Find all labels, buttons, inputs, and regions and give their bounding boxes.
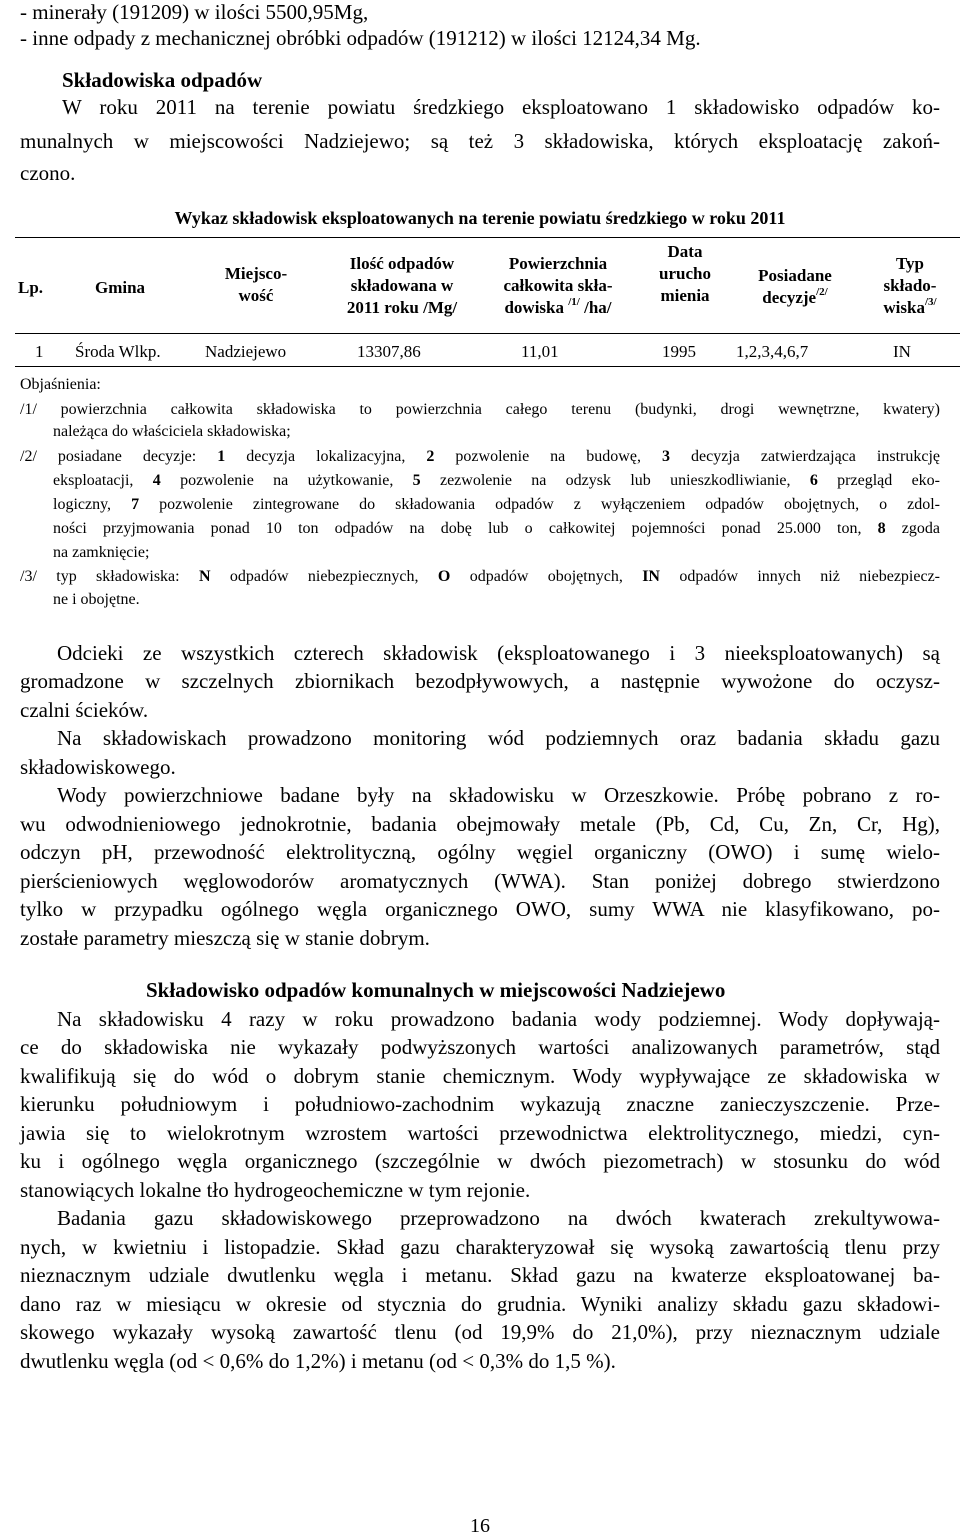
paragraph-line: stanowiących lokalne tło hydrogeochemiczne w tym rejonie. [20, 1178, 531, 1202]
cell-data: 1995 [662, 342, 696, 361]
table-rule-header [15, 333, 960, 334]
note-key: 7 [131, 496, 140, 513]
footnote-ref: /1/ [568, 296, 580, 308]
note-key: 3 [661, 448, 670, 465]
paragraph-line: dano raz w miesiącu w okresie od stycznia do grudnia. Wyniki analizy składu gazu składowi- [20, 1292, 940, 1316]
intro-line-1: - minerały (191209) w ilości 5500,95Mg, [20, 0, 369, 24]
paragraph-line: skowego wykazały wysoką zawartość tlenu (od 19,9% do 21,0%), przy nieznacznym udziale [20, 1320, 940, 1344]
note-text: przegląd eko- [817, 472, 940, 489]
section-heading-skladowiska: Składowiska odpadów [62, 68, 263, 92]
note-text: pozwolenie na użytkowanie, [160, 472, 413, 489]
footnote-ref: /3/ [924, 296, 937, 308]
header-text: /ha/ [584, 298, 612, 317]
paragraph-line: kwalifikują się do wód o dobrym stanie chemicznym. Wody wypływające ze składowiska w [20, 1064, 940, 1088]
col-header-data [645, 241, 725, 307]
note-text: decyzja zatwierdzająca instrukcję [669, 448, 941, 465]
header-text [865, 297, 955, 319]
paragraph-line: ce do składowiska nie wykazały podwyższonych wartości analizowanych parametrów, stąd [20, 1035, 940, 1059]
col-header-typ [865, 253, 955, 319]
note-line [53, 518, 940, 540]
note-text: odpadów niebezpiecznych, [210, 568, 438, 585]
col-header-gmina: Gmina [95, 278, 146, 297]
paragraph-line: tylko w przypadku ogólnego węgla organicznego OWO, sumy WWA nie klasyfikowano, po- [20, 897, 940, 921]
cell-typ: IN [893, 342, 911, 361]
notes-title: Objaśnienia: [20, 376, 101, 393]
header-text: Powierzchnia [508, 254, 608, 273]
note-key: 5 [412, 472, 421, 489]
note-text: decyzja lokalizacyjna, [225, 448, 427, 465]
header-text: składowana w [350, 276, 454, 295]
cell-miejscowosc: Nadziejewo [205, 342, 287, 361]
paragraph-line: dwutlenku węgla (od < 0,6% do 1,2%) i metanu (od < 0,3% do 1,5 %). [20, 1349, 616, 1373]
paragraph-line: jawia się to wielokrotnym wzrostem wartości przewodnictwa elektrolitycznego, miedzi, cyn- [20, 1121, 940, 1145]
note-key: 4 [152, 472, 161, 489]
col-header-lp: Lp. [18, 278, 44, 297]
note-line: ne i obojętne. [53, 591, 140, 608]
landfill-table [15, 237, 960, 367]
paragraph-line: ku i ogólnego węgla organicznego (szczególnie w dwóch piezometrach) w stosunku do wód [20, 1149, 940, 1173]
header-text: Miejsco- [224, 264, 288, 283]
note-line [20, 566, 940, 588]
note-text: zgoda [885, 520, 940, 537]
paragraph-line: Badania gazu składowiskowego przeprowadzono na dwóch kwaterach zrekultywowa- [57, 1206, 940, 1230]
header-text: Data [667, 242, 703, 261]
paragraph-line: składowiskowego. [20, 755, 176, 779]
note-line [53, 470, 940, 492]
header-text: wość [238, 286, 274, 305]
note-line [53, 494, 940, 516]
note-text: /3/ typ składowiska: [20, 568, 199, 585]
paragraph-line: pierścieniowych węglowodorów aromatycznych (WWA). Stan poniżej dobrego stwierdzono [20, 869, 940, 893]
cell-lp: 1 [35, 342, 44, 361]
paragraph-line: Odcieki ze wszystkich czterech składowisk (eksploatowanego i 3 nieeksploatowanych) są [57, 641, 940, 665]
cell-gmina: Środa Wlkp. [75, 342, 161, 361]
note-text: pozwolenie na budowę, [434, 448, 662, 465]
paragraph-line: Na składowiskach prowadzono monitoring wód podziemnych oraz badania składu gazu [57, 726, 940, 750]
col-header-ilosc [327, 253, 477, 319]
note-text: pozwolenie zintegrowane do składowania odpadów z wyłączeniem odpadów obojętnych, o zdol- [139, 496, 940, 513]
note-text: /2/ posiadane decyzje: [20, 448, 218, 465]
note-key: N [198, 568, 211, 585]
note-key: IN [642, 568, 660, 585]
paragraph-line: zostałe parametry mieszczą się w stanie dobrym. [20, 926, 430, 950]
note-key: 1 [217, 448, 226, 465]
note-text: logiczny, [53, 496, 132, 513]
paragraph-line: czalni ścieków. [20, 698, 149, 722]
note-text: odpadów obojętnych, [450, 568, 643, 585]
header-text: Posiadane [758, 266, 832, 285]
note-text: zezwolenie na odzysk lub unieszkodliwianie, [420, 472, 810, 489]
cell-ilosc: 13307,86 [357, 342, 421, 361]
col-header-powierzchnia [483, 253, 633, 319]
header-text: decyzje [762, 288, 817, 307]
paragraph-line: wu odwodnieniowego jednokrotnie, badania obejmowały metale (Pb, Cd, Cu, Zn, Cr, Hg), [20, 812, 940, 836]
header-text: urucho [659, 264, 711, 283]
table-caption: Wykaz składowisk eksploatowanych na terenie powiatu średzkiego w roku 2011 [174, 208, 786, 228]
note-line: należąca do właściciela składowiska; [53, 423, 291, 440]
cell-powierzchnia: 11,01 [521, 342, 559, 361]
note-text: ności przyjmowania ponad 10 ton odpadów na dobę lub o całkowitej pojemności ponad 25.000 ton, [53, 520, 878, 537]
note-key: O [437, 568, 451, 585]
header-text: mienia [660, 286, 710, 305]
note-key: 8 [877, 520, 886, 537]
paragraph-line: Wody powierzchniowe badane były na składowisku w Orzeszkowie. Próbę pobrano z ro- [57, 783, 940, 807]
paragraph-line: munalnych w miejscowości Nadziejewo; są też 3 składowiska, których eksploatację zakoń- [20, 129, 940, 153]
paragraph-line: Na składowisku 4 razy w roku prowadzono badania wody podziemnej. Wody dopływają- [57, 1007, 940, 1031]
note-text: eksploatacji, [53, 472, 153, 489]
paragraph-line: czono. [20, 161, 76, 185]
intro-line-2: - inne odpady z mechanicznej obróbki odpadów (191212) w ilości 12124,34 Mg. [20, 26, 701, 50]
note-line [20, 446, 940, 468]
table-rule-top [15, 237, 960, 238]
header-text: dowiska [504, 298, 564, 317]
paragraph-line: nieznacznym udziale dwutlenku węgla i metanu. Skład gazu na kwaterze eksploatowanej ba- [20, 1263, 940, 1287]
footnote-ref: /2/ [816, 286, 828, 298]
table-rule-bottom [15, 366, 960, 367]
header-text: Ilość odpadów [349, 254, 455, 273]
note-line: na zamknięcie; [53, 544, 150, 561]
col-header-miejscowosc [211, 263, 301, 307]
header-text: całkowita skła- [503, 276, 613, 295]
header-text: 2011 roku /Mg/ [346, 298, 458, 317]
note-line: /1/ powierzchnia całkowita składowiska to powierzchnia całego terenu (budynki, drogi wewnętrzne, kwatery) [20, 401, 940, 418]
header-text: Typ [895, 254, 925, 273]
cell-decyzje: 1,2,3,4,6,7 [736, 342, 809, 361]
header-text: wiska [883, 298, 925, 317]
page-number: 16 [470, 1515, 490, 1537]
col-header-decyzje [740, 265, 850, 309]
note-key: 6 [809, 472, 818, 489]
paragraph-line: odczyn pH, przewodność elektrolityczną, ogólny węgiel organiczny (OWO) i sumę wielo- [20, 840, 940, 864]
header-text [740, 287, 850, 309]
paragraph-line: kierunku południowym i południowo-zachodnim wykazują znaczne zanieczyszczenie. Prze- [20, 1092, 940, 1116]
paragraph-line: nych, w kwietniu i listopadzie. Skład gazu charakteryzował się wysoką zawartością tlenu przy [20, 1235, 940, 1259]
note-key: 2 [426, 448, 435, 465]
paragraph-line: W roku 2011 na terenie powiatu średzkiego eksploatowano 1 składowisko odpadów ko- [62, 95, 940, 119]
header-text: składo- [883, 276, 937, 295]
paragraph-line: gromadzone w szczelnych zbiornikach bezodpływowych, a następnie wywożone do oczysz- [20, 669, 940, 693]
note-text: odpadów innych niż niebezpiecz- [659, 568, 941, 585]
section-heading-nadziejewo: Składowisko odpadów komunalnych w miejscowości Nadziejewo [146, 978, 726, 1002]
header-text [483, 297, 633, 319]
